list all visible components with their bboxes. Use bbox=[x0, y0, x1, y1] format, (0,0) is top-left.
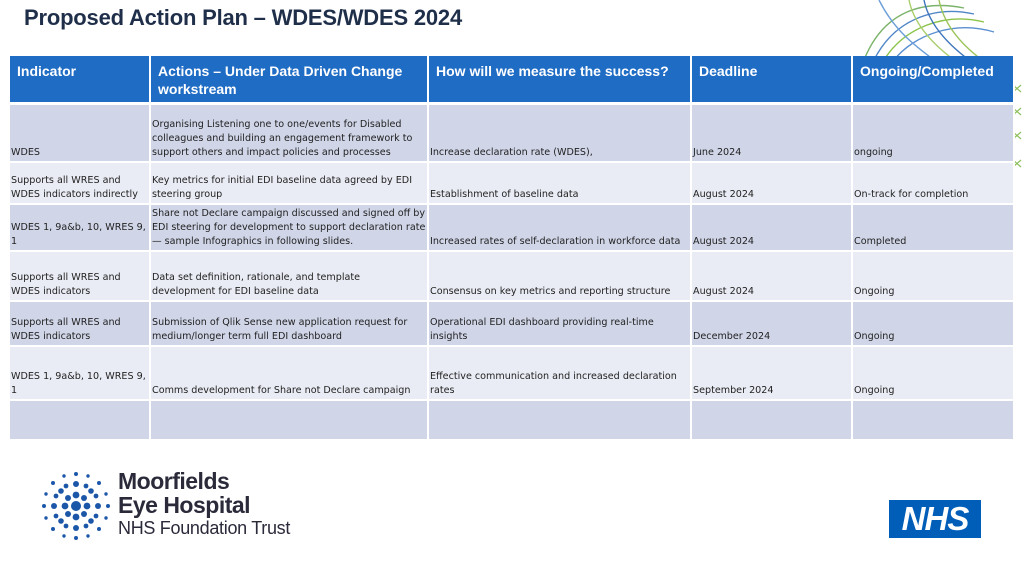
cell-action: Data set definition, rationale, and template development for EDI baseline data bbox=[150, 251, 428, 301]
header-measure: How will we measure the success? bbox=[428, 56, 691, 104]
cell-indicator: WDES 1, 9a&b, 10, WRES 9, 1 bbox=[10, 346, 150, 400]
header-indicator: Indicator bbox=[10, 56, 150, 104]
cell-status: Ongoing bbox=[852, 346, 1014, 400]
cell-measure: Increased rates of self-declaration in workforce data bbox=[428, 204, 691, 251]
cell-indicator: Supports all WRES and WDES indicators bbox=[10, 301, 150, 346]
table-row bbox=[10, 301, 1014, 346]
cell-deadline: August 2024 bbox=[691, 162, 852, 204]
logo-trust-line: NHS Foundation Trust bbox=[118, 518, 291, 538]
cell-deadline bbox=[691, 400, 852, 440]
table-row bbox=[10, 162, 1014, 204]
cell-status: Ongoing bbox=[852, 251, 1014, 301]
cell-measure: Consensus on key metrics and reporting structure bbox=[428, 251, 691, 301]
cell-status bbox=[852, 400, 1014, 440]
page-title: Proposed Action Plan – WDES/WDES 2024 bbox=[24, 5, 462, 30]
cell-measure: Increase declaration rate (WDES), bbox=[428, 104, 691, 162]
header-status: Ongoing/Completed bbox=[852, 56, 1014, 104]
cell-measure bbox=[428, 400, 691, 440]
cell-deadline: June 2024 bbox=[691, 104, 852, 162]
logo-name-line2: Eye Hospital bbox=[118, 492, 251, 518]
cell-action: Organising Listening one to one/events for Disabled colleagues and building an engagement framework to support others and impact policies and processes bbox=[150, 104, 428, 162]
cell-status: Completed bbox=[852, 204, 1014, 251]
cell-indicator bbox=[10, 400, 150, 440]
cell-indicator: Supports all WRES and WDES indicators bbox=[10, 251, 150, 301]
cell-deadline: August 2024 bbox=[691, 251, 852, 301]
cell-measure: Effective communication and increased declaration rates bbox=[428, 346, 691, 400]
table-row bbox=[10, 251, 1014, 301]
moorfields-logo bbox=[40, 470, 310, 542]
cell-status: ongoing bbox=[852, 104, 1014, 162]
cell-action: Key metrics for initial EDI baseline data agreed by EDI steering group bbox=[150, 162, 428, 204]
cell-deadline: September 2024 bbox=[691, 346, 852, 400]
decorative-lines-graphic bbox=[854, 0, 1024, 60]
cell-status: On-track for completion bbox=[852, 162, 1014, 204]
cell-action: Comms development for Share not Declare campaign bbox=[150, 346, 428, 400]
action-plan-table bbox=[10, 56, 1015, 441]
cell-deadline: August 2024 bbox=[691, 204, 852, 251]
cell-action: Share not Declare campaign discussed and signed off by EDI steering for development to support declaration rate— sample Infographics in following slides. bbox=[150, 204, 428, 251]
table-row bbox=[10, 204, 1014, 251]
cell-indicator: WDES 1, 9a&b, 10, WRES 9, 1 bbox=[10, 204, 150, 251]
moorfields-logo-text bbox=[118, 470, 290, 539]
cell-indicator: Supports all WRES and WDES indicators indirectly bbox=[10, 162, 150, 204]
nhs-logo: NHS bbox=[889, 500, 981, 538]
header-deadline: Deadline bbox=[691, 56, 852, 104]
cell-measure: Operational EDI dashboard providing real-time insights bbox=[428, 301, 691, 346]
table-row-empty bbox=[10, 400, 1014, 440]
logo-name-line1: Moorfields bbox=[118, 468, 230, 494]
cell-deadline: December 2024 bbox=[691, 301, 852, 346]
cell-status: Ongoing bbox=[852, 301, 1014, 346]
table-row bbox=[10, 104, 1014, 162]
cell-measure: Establishment of baseline data bbox=[428, 162, 691, 204]
cell-action: Submission of Qlik Sense new application request for medium/longer term full EDI dashboard bbox=[150, 301, 428, 346]
moorfields-eye-icon bbox=[40, 470, 112, 542]
header-actions: Actions – Under Data Driven Change workstream bbox=[150, 56, 428, 104]
table-header-row bbox=[10, 56, 1014, 104]
cell-indicator: WDES bbox=[10, 104, 150, 162]
cell-action bbox=[150, 400, 428, 440]
table-row bbox=[10, 346, 1014, 400]
